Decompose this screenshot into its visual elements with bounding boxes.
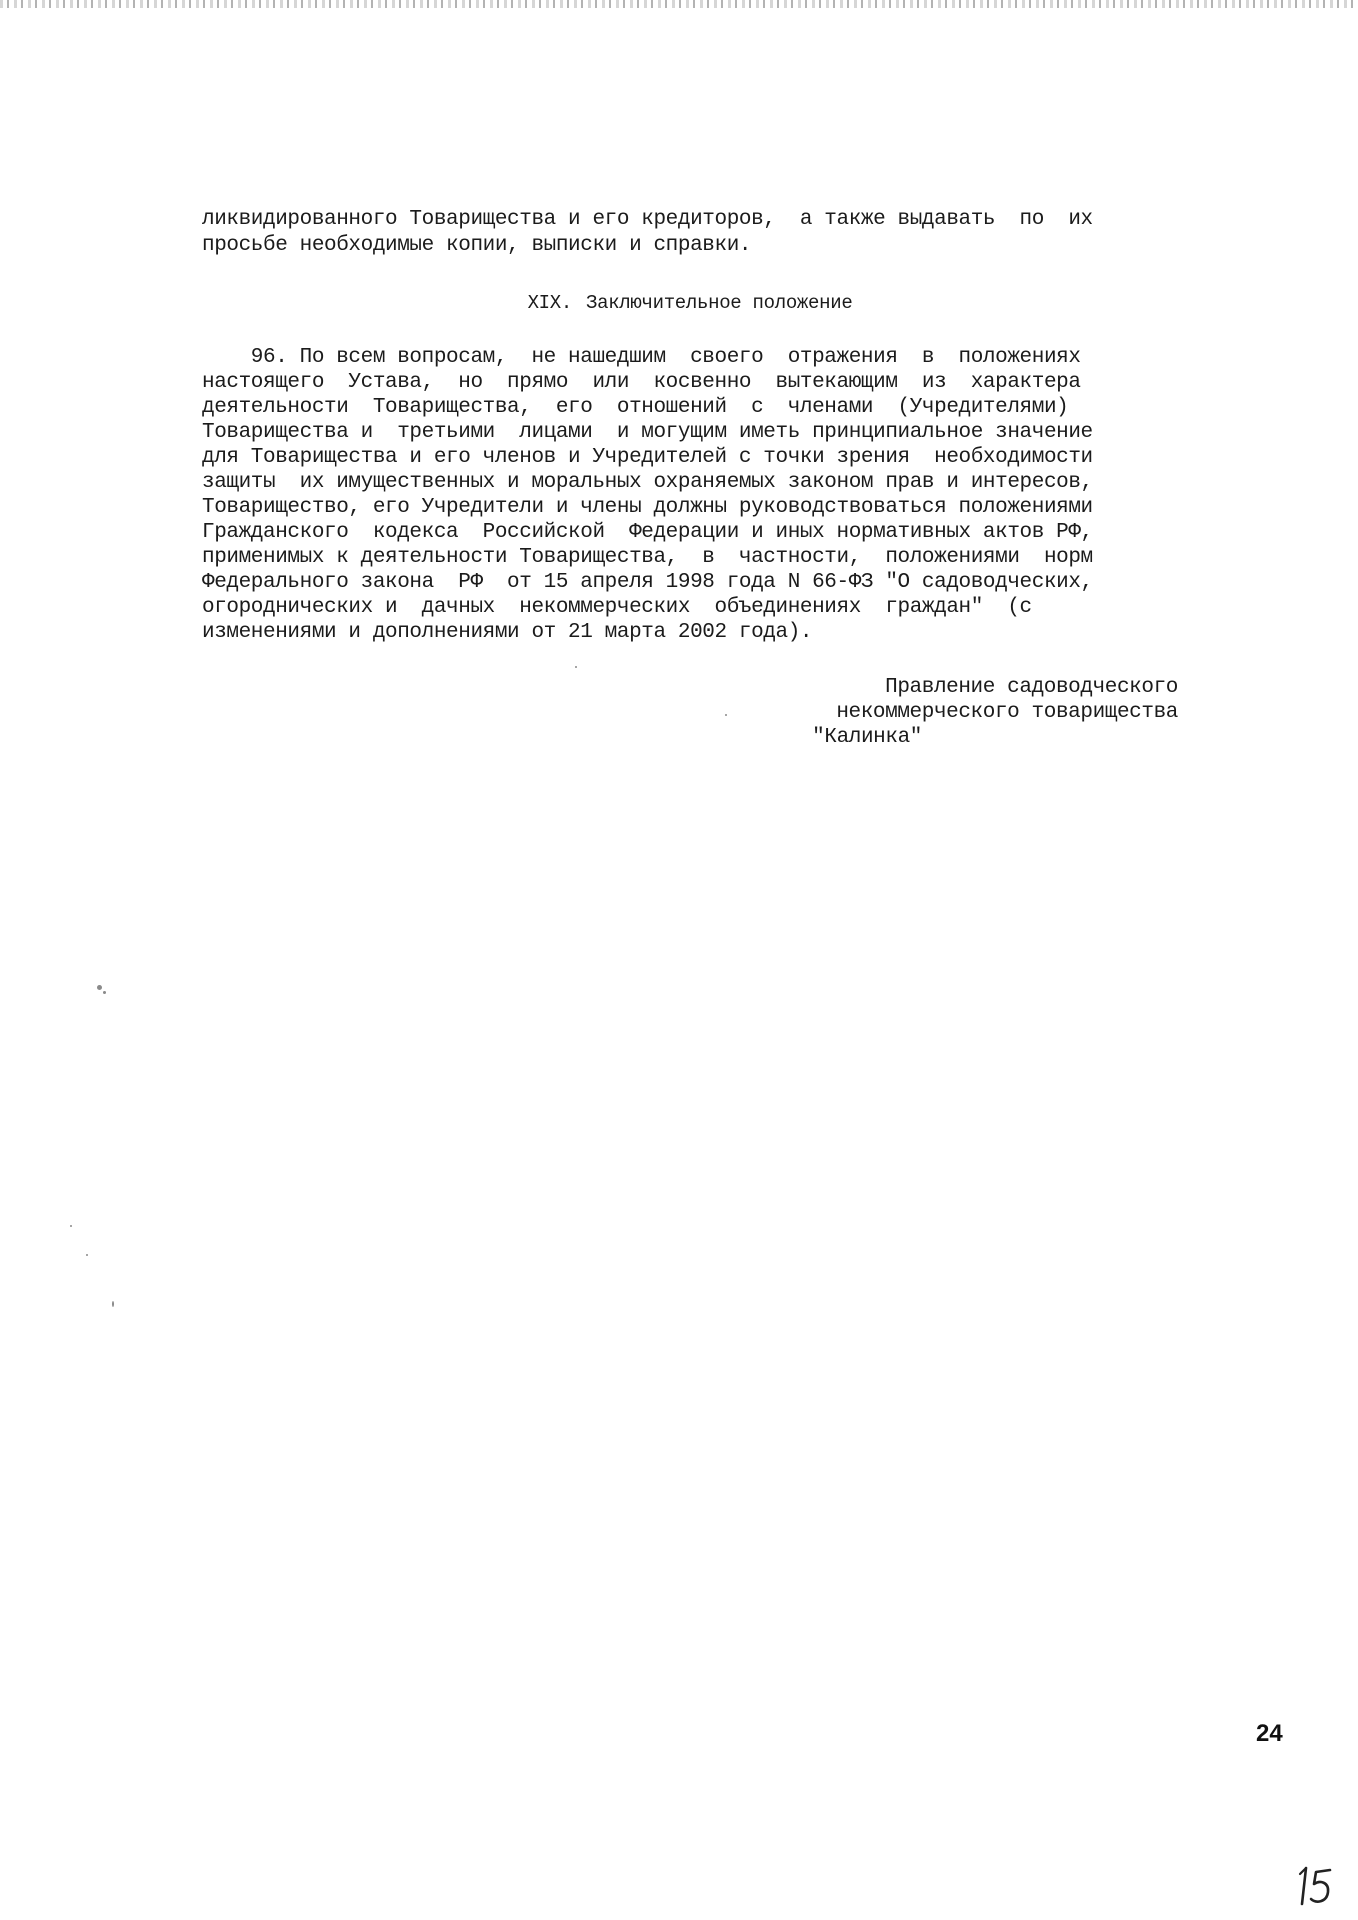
paragraph-line: деятельности Товарищества, его отношений с членами (Учредителями) [202,396,1069,419]
scan-speck [70,1225,72,1227]
scan-speck [725,714,727,716]
scan-speck [112,1301,114,1307]
scan-speck [86,1254,88,1256]
signature-line-1: Правление садоводческого [860,676,1178,699]
paragraph-line: 96. По всем вопросам, не нашедшим своего отражения в положениях [202,346,1081,369]
section-heading [202,290,1178,316]
scan-speck [575,666,577,668]
paragraph-line: Гражданского кодекса Российской Федерации и иных нормативных актов РФ, [202,521,1093,544]
section-title: Заключительное положение [585,292,853,314]
intro-line-1: ликвидированного Товарищества и его кредиторов, а также выдавать по их [202,208,1093,231]
handwritten-sheet-number [1296,1864,1336,1908]
signature-line-3: "Калинка" [812,726,922,749]
paragraph-line: настоящего Устава, но прямо или косвенно вытекающим из характера [202,371,1081,394]
paragraph-line: Товарищества и третьими лицами и могущим иметь принципиальное значение [202,421,1093,444]
scan-speck [103,991,106,994]
section-number: XIX. [527,292,572,314]
scan-edge [0,0,1358,8]
paragraph-line: изменениями и дополнениями от 21 марта 2002 года). [202,621,813,644]
paragraph-line: огороднических и дачных некоммерческих объединениях граждан" (с [202,596,1032,619]
page-number: 24 [1256,1720,1283,1747]
paragraph-line: для Товарищества и его членов и Учредителей с точки зрения необходимости [202,446,1093,469]
paragraph-line: применимых к деятельности Товарищества, в частности, положениями норм [202,546,1093,569]
paragraph-line: Товарищество, его Учредители и члены должны руководствоваться положениями [202,496,1093,519]
signature-line-2: некоммерческого товарищества [836,701,1178,724]
paragraph-line: Федерального закона РФ от 15 апреля 1998 года N 66-ФЗ "О садоводческих, [202,571,1093,594]
paragraph-line: защиты их имущественных и моральных охраняемых законом прав и интересов, [202,471,1093,494]
intro-line-2: просьбе необходимые копии, выписки и справки. [202,234,752,257]
scan-speck [97,985,102,990]
